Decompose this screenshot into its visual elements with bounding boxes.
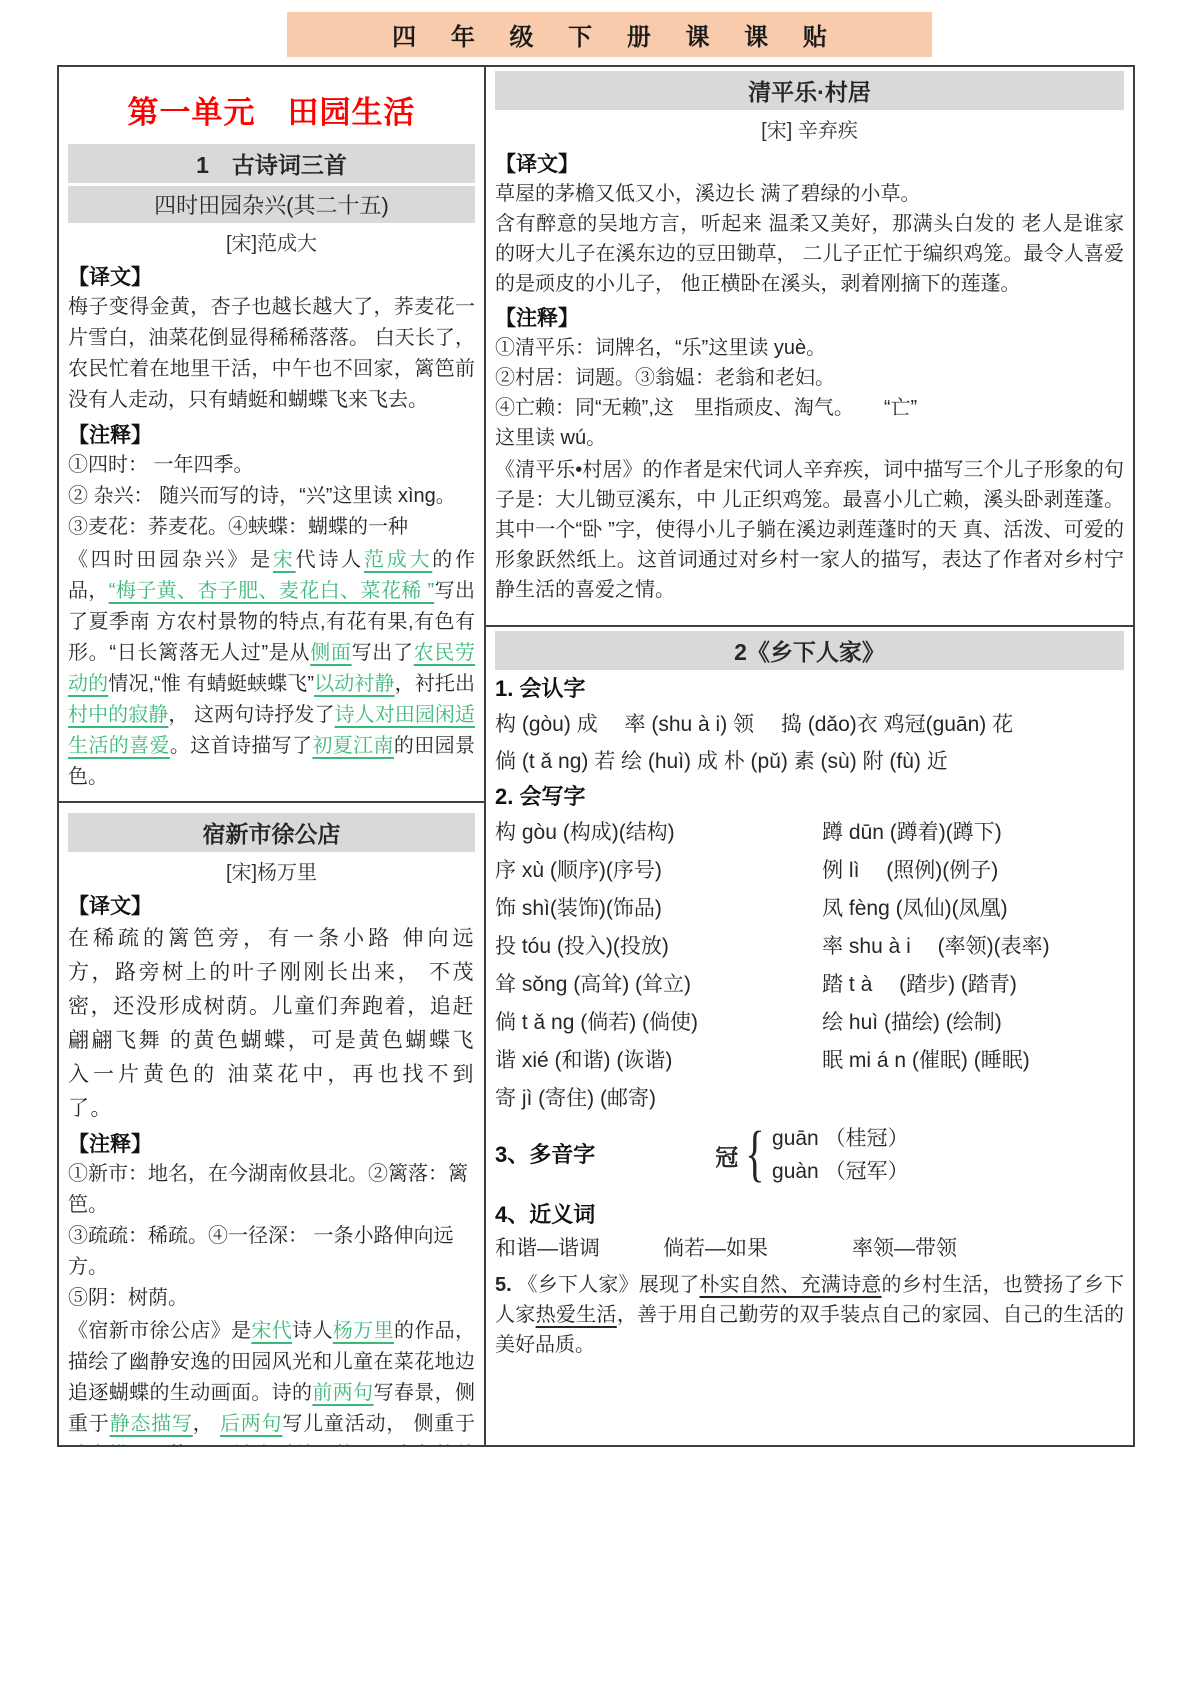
- left-column: [59, 67, 486, 1445]
- note-line: ①新市：地名，在今湖南攸县北。②篱落：篱笆。: [68, 1163, 468, 1216]
- note-line: ①清平乐：词牌名，“乐”这里读 yuè。: [495, 337, 827, 359]
- page-banner: [287, 12, 932, 57]
- lesson1-header: 1 古诗词三首: [68, 144, 475, 183]
- note-line: ④亡赖：同“无赖”,这 里指顽皮、淘气。 “亡”: [495, 397, 918, 419]
- note-line: ⑤阴：树荫。: [68, 1287, 188, 1309]
- write-entry: 率 shu à i (率领)(表率): [822, 935, 1050, 958]
- write-chars-label: 2. 会写字: [495, 784, 586, 809]
- write-entry: 序 xù (顺序)(序号): [495, 859, 662, 882]
- right-column: [486, 67, 1133, 1445]
- lesson2-header: 2《乡下人家》: [495, 631, 1124, 670]
- recognize-chars-label: 1. 会认字: [495, 676, 586, 701]
- note-line: ② 杂兴： 随兴而写的诗，“兴”这里读 xìng。: [68, 485, 456, 507]
- write-entry: 倘 t ǎ ng (倘若) (倘使): [495, 1011, 699, 1034]
- note-line: ③疏疏：稀疏。④一径深： 一条小路伸向远方。: [68, 1225, 454, 1278]
- write-row: [495, 1080, 1124, 1118]
- notes-label: 【注释】: [495, 307, 579, 330]
- write-row: [495, 890, 1124, 928]
- notes-label: 【注释】: [68, 1133, 152, 1156]
- polyphone-option: guān （桂冠）: [772, 1127, 909, 1150]
- write-entry: 踏 t à (踏步) (踏青): [822, 973, 1017, 996]
- recognize-line: 倘 (t ǎ ng) 若 绘 (huì) 成 朴 (pǔ) 素 (sù) 附 (fù) 近: [495, 750, 948, 773]
- write-entry: 绘 huì (描绘) (绘制): [822, 1011, 1002, 1034]
- synonyms-line: 和谐—谐调 倘若—如果 率领—带领: [495, 1237, 957, 1260]
- note-line: ②村居：词题。③翁媪：老翁和老妇。: [495, 367, 835, 389]
- translation-text: 梅子变得金黄，杏子也越长越大了，荞麦花一片雪白，油菜花倒显得稀稀落落。 白天长了，农民忙着在地里干活，中午也不回家，篱笆前没有人走动，只有蜻蜓和蝴蝶飞来飞去。: [68, 296, 475, 411]
- write-row: [495, 1004, 1124, 1042]
- cell-lesson1-left: [59, 67, 484, 803]
- write-entry: 谐 xié (和谐) (诙谐): [495, 1049, 673, 1072]
- translation-text: 在稀疏的篱笆旁，有一条小路 伸向远方，路旁树上的叶子刚刚长出来， 不茂密，还没形成树荫。儿童们奔跑着，追赶翩翩飞舞 的黄色蝴蝶，可是黄色蝴蝶飞入一片黄色的 油菜花中，再也找不到了。: [68, 926, 475, 1120]
- write-row: [495, 1042, 1124, 1080]
- translation-line: 草屋的茅檐又低又小，溪边长 满了碧绿的小草。: [495, 183, 921, 205]
- poem3-header: 清平乐·村居: [495, 71, 1124, 110]
- translation-label: 【译文】: [68, 266, 152, 289]
- poem1-title: 四时田园杂兴(其二十五): [68, 186, 475, 223]
- write-row: [495, 852, 1124, 890]
- translation-label: 【译文】: [495, 153, 579, 176]
- cell-lesson2-right: [486, 627, 1133, 1445]
- document-table: [57, 65, 1135, 1447]
- summary-paragraph: 5. 《乡下人家》展现了朴实自然、充满诗意的乡村生活，也赞扬了乡下人家热爱生活，善于用自己勤劳的双手装点自己的家园、自己的生活的美好品质。: [495, 1274, 1125, 1356]
- note-line: ①四时： 一年四季。: [68, 454, 254, 476]
- write-entry: 眠 mi á n (催眠) (睡眠): [822, 1049, 1030, 1072]
- polyphone-diagram: [715, 1122, 908, 1188]
- write-row: [495, 814, 1124, 852]
- note-line: ③麦花：荞麦花。④蛱蝶：蝴蝶的一种: [68, 516, 408, 538]
- write-entry: 寄 jì (寄住) (邮寄): [495, 1087, 656, 1110]
- cell-lesson1-right: [486, 67, 1133, 627]
- unit-title: 第一单元 田园生活: [127, 95, 416, 130]
- write-row: [495, 966, 1124, 1004]
- write-entry: 耸 sǒng (高耸) (耸立): [495, 973, 692, 996]
- write-entry: 蹲 dūn (蹲着)(蹲下): [822, 821, 1002, 844]
- polyphone-options: [772, 1122, 909, 1188]
- write-entry: 例 lì (照例)(例子): [822, 859, 999, 882]
- recognize-line: 构 (gòu) 成 率 (shu à i) 领 捣 (dǎo)衣 鸡冠(guān) 花: [495, 713, 1014, 736]
- translation-text: 含有醉意的吴地方言，听起来 温柔又美好，那满头白发的 老人是谁家的呀大儿子在溪东边的豆田锄草， 二儿子正忙于编织鸡笼。最令人喜爱的是顽皮的小儿子， 他正横卧在溪头，剥着刚摘下的莲蓬。: [495, 213, 1124, 295]
- write-entry: 构 gòu (构成)(结构): [495, 821, 675, 844]
- polyphone-row: [495, 1122, 1124, 1188]
- write-entry: 凤 fèng (凤仙)(凤凰): [822, 897, 1008, 920]
- cell-lesson1-left2: [59, 803, 484, 1445]
- polyphone-label: 3、多音字: [495, 1142, 596, 1167]
- poem2-author: [宋]杨万里: [225, 862, 318, 884]
- polyphone-option: guàn （冠军）: [772, 1160, 909, 1183]
- translation-label: 【译文】: [68, 895, 152, 918]
- note-line: 这里读 wú。: [495, 427, 607, 449]
- write-entry: [822, 1080, 1124, 1118]
- write-row: [495, 928, 1124, 966]
- write-entry: 投 tóu (投入)(投放): [495, 935, 669, 958]
- synonyms-label: 4、近义词: [495, 1202, 596, 1227]
- notes-label: 【注释】: [68, 424, 152, 447]
- analysis-paragraph: 《宿新市徐公店》是宋代诗人杨万里的作品，描绘了幽静安逸的田园风光和儿童在菜花地边追逐蝴蝶的生动画面。诗的前两句写春景，侧重于静态描写， 后两句写儿童活动， 侧重于: [68, 1320, 476, 1435]
- brace-glyph: {: [745, 1120, 765, 1189]
- poem2-header: 宿新市徐公店: [68, 813, 475, 852]
- page-banner-title: 四 年 级 下 册 课 课 贴: [392, 24, 841, 51]
- analysis-paragraph: 《清平乐•村居》的作者是宋代词人辛弃疾，词中描写三个儿子形象的句子是：大儿锄豆溪东，中 儿正织鸡笼。最喜小儿亡赖，溪头卧剥莲蓬。其中一个“卧 ”字，使得小儿子躺在溪边剥莲蓬时的天 真、活泼、可爱的形象跃然纸上。这首词通过对乡村一家人的描写，表达了作者对乡村宁静生活的喜爱之情。: [495, 459, 1124, 601]
- poem3-author: [宋] 辛弃疾: [761, 120, 858, 142]
- polyphone-char: 冠: [715, 1143, 739, 1170]
- poem1-author: [宋]范成大: [225, 233, 318, 255]
- analysis-paragraph: 《四时田园杂兴》是宋代诗人范成大的作品，“梅子黄、杏子肥、麦花白、菜花稀 ”写出了夏季南 方农村景物的特点,有花有果,有色有形。“日长篱落无人过”是从侧面写出了农民劳动的情况,“惟 有蜻蜓蛱蝶飞”以动衬静，衬托出村中的寂静， 这两句诗抒发了诗人对田园闲适生活的喜爱。这首诗描写了初夏江南的田园景色。: [68, 549, 476, 788]
- write-entry: 饰 shì(装饰)(饰品): [495, 897, 662, 920]
